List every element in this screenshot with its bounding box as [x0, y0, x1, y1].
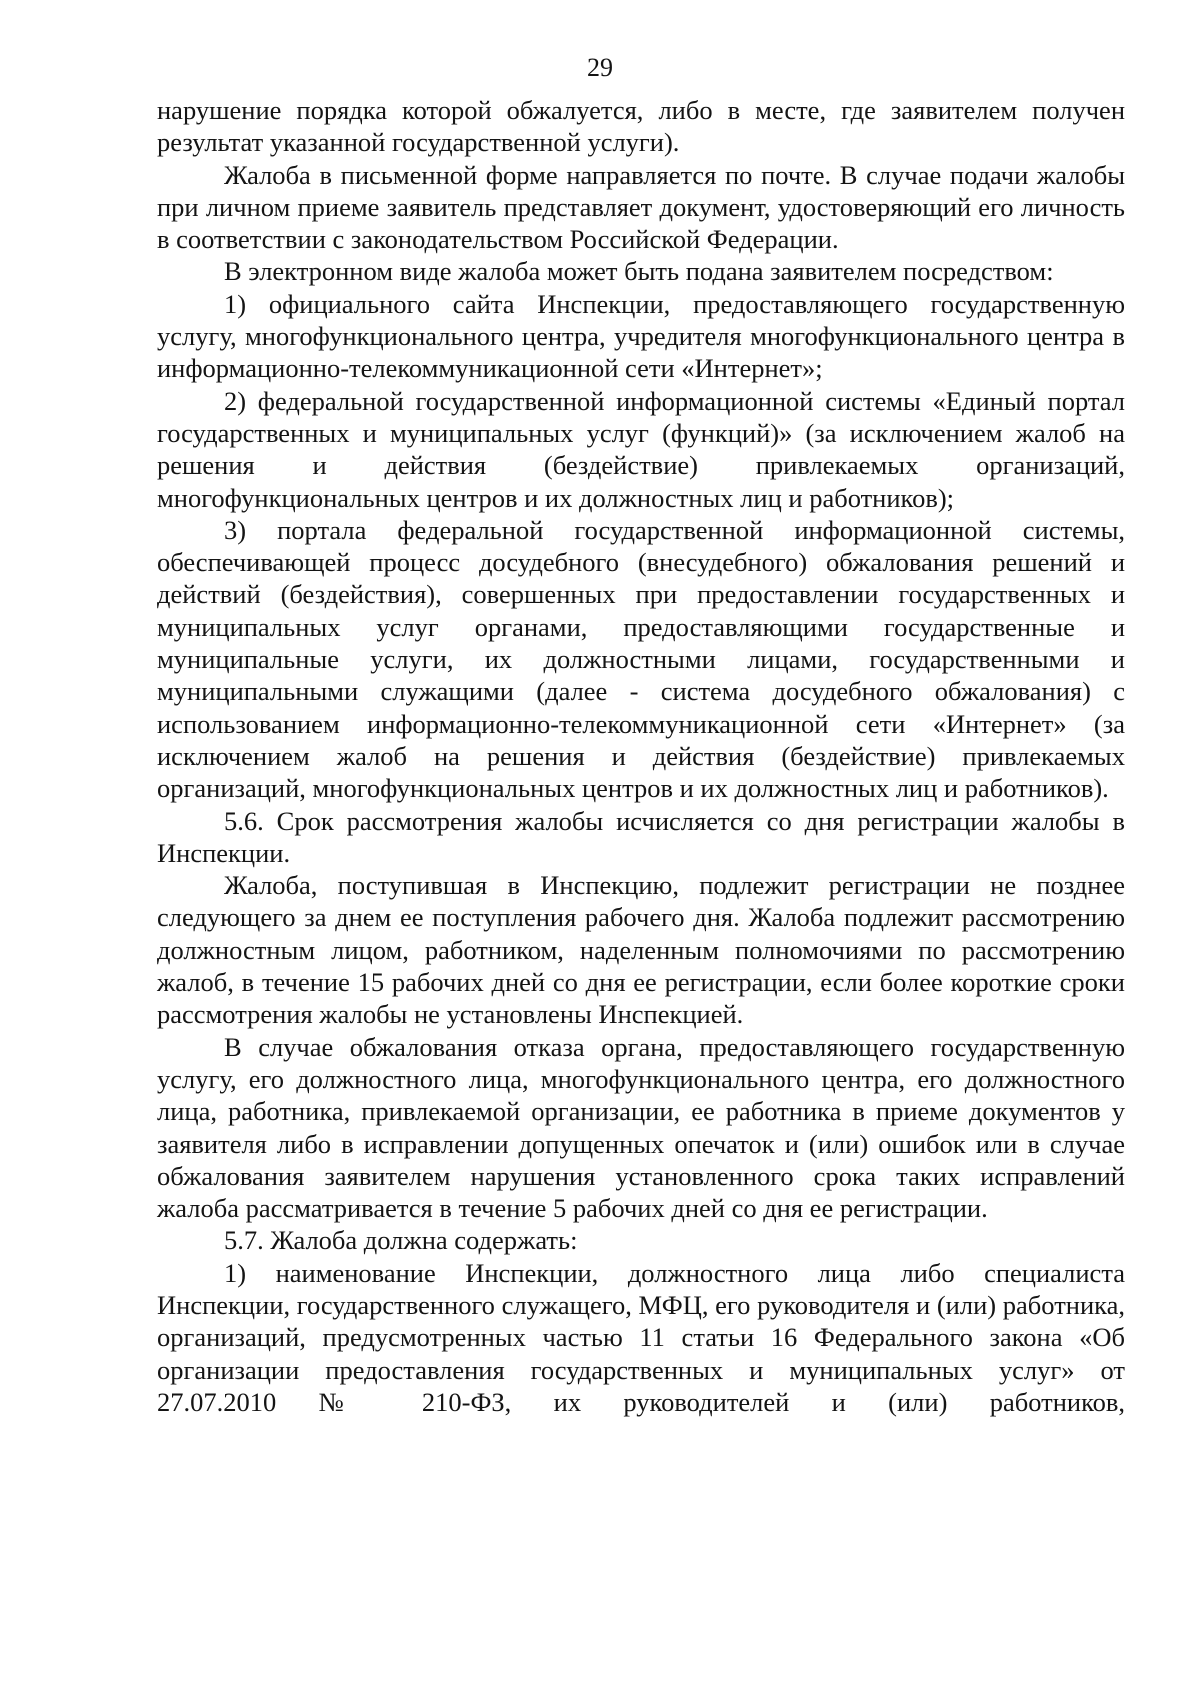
list-item-1-name: 1) наименование Инспекции, должностного лица либо специалиста Инспекции, государственного служащего, МФЦ, его руководителя и (или) работника, организаций, предусмотренных частью 11 статьи 16 Федерального закона «Об организации предоставления государственных и муниципальных услуг» от 27.07.2010 № 210-ФЗ, их руководителей и (или) работников,	[157, 1257, 1125, 1417]
paragraph-registration: Жалоба, поступившая в Инспекцию, подлежит регистрации не позднее следующего за днем ее поступления рабочего дня. Жалоба подлежит рассмотрению должностным лицом, работником, наделенным полномочиями по рассмотрению жалоб, в течение 15 рабочих дней со дня ее регистрации, если более короткие сроки рассмотрения жалобы не установлены Инспекцией.	[157, 870, 1125, 1030]
paragraph-electronic-complaint: В электронном виде жалоба может быть подана заявителем посредством:	[224, 256, 1054, 287]
list-item-3-pretrial-system: 3) портала федеральной государственной информационной системы, обеспечивающей процесс досудебного (внесудебного) обжалования решений и действий (бездействия), совершенных при предоставлении государственных и муниципальных услуг органами, предоставляющими государственные и муниципальные услуги, их должностными лицами, государственными и муниципальными служащими (далее - система досудебного обжалования) с использованием информационно-телекоммуникационной сети «Интернет» (за исключением жалоб на решения и действия (бездействие) привлекаемых организаций, многофункциональных центров и их должностных лиц и работников).	[157, 514, 1125, 804]
paragraph-5-6-term: 5.6. Срок рассмотрения жалобы исчисляется со дня регистрации жалобы в Инспекции.	[157, 805, 1125, 868]
page-number: 29	[587, 53, 613, 82]
list-item-2-unified-portal: 2) федеральной государственной информационной системы «Единый портал государственных и муниципальных услуг (функций)» (за исключением жалоб на решения и действия (бездействие) привлекаемых организаций, многофункциональных центров и их должностных лиц и работников);	[157, 385, 1125, 513]
paragraph-written-complaint: Жалоба в письменной форме направляется по почте. В случае подачи жалобы при личном приеме заявитель представляет документ, удостоверяющий его личность в соответствии с законодательством Российской Федерации.	[157, 159, 1125, 255]
paragraph-continuation: нарушение порядка которой обжалуется, либо в месте, где заявителем получен результат указанной государственной услуги).	[157, 95, 1125, 158]
list-item-1-official-site: 1) официального сайта Инспекции, предоставляющего государственную услугу, многофункционального центра, учредителя многофункционального центра в информационно-телекоммуникационной сети «Интернет»;	[157, 288, 1125, 384]
paragraph-5-7-contents: 5.7. Жалоба должна содержать:	[224, 1225, 578, 1256]
paragraph-refusal-appeal: В случае обжалования отказа органа, предоставляющего государственную услугу, его должностного лица, многофункционального центра, его должностного лица, работника, привлекаемой организации, ее работника в приеме документов у заявителя либо в исправлении допущенных опечаток и (или) ошибок или в случае обжалования заявителем нарушения установленного срока таких исправлений жалоба рассматривается в течение 5 рабочих дней со дня ее регистрации.	[157, 1031, 1125, 1224]
document-body	[157, 94, 1125, 1418]
